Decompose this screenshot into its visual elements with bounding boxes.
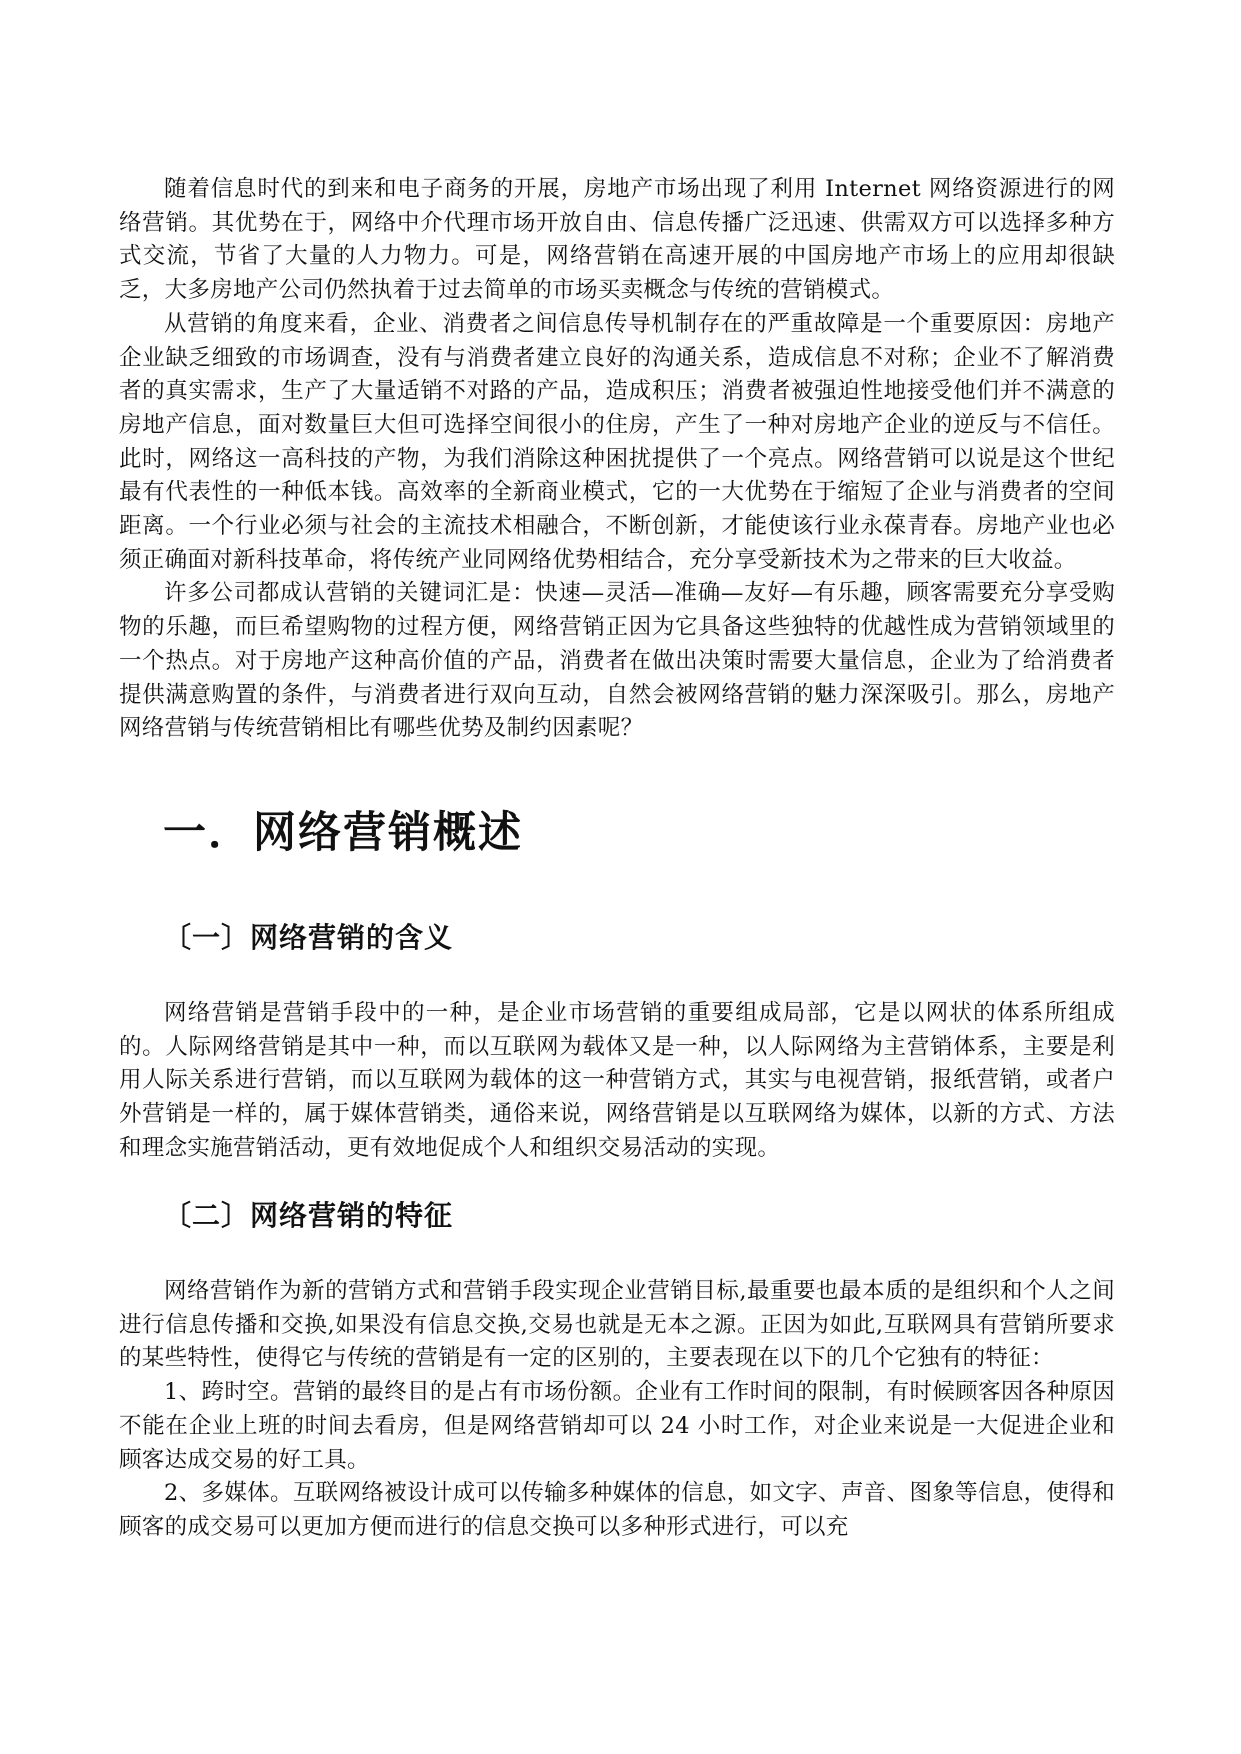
meaning-section: [119, 997, 1115, 1166]
meaning-paragraph-1: 网络营销是营销手段中的一种，是企业市场营销的重要组成局部，它是以网状的体系所组成的。人际网络营销是其中一种，而以互联网为载体又是一种，以人际网络为主营销体系，主要是利用人际关系进行营销，而以互联网为载体的这一种营销方式，其实与电视营销，报纸营销，或者户外营销是一样的，属于媒体营销类，通俗来说，网络营销是以互联网络为媒体，以新的方式、方法和理念实施营销活动，更有效地促成个人和组织交易活动的实现。: [119, 1000, 1115, 1161]
features-section: [119, 1275, 1115, 1545]
intro-paragraph-3: 许多公司都成认营销的关键词汇是：快速—灵活—准确—友好—有乐趣，顾客需要充分享受购物的乐趣，而巨希望购物的过程方便，网络营销正因为它具备这些独特的优越性成为营销领域里的一个热点。对于房地产这种高价值的产品，消费者在做出决策时需要大量信息，企业为了给消费者提供满意购置的条件，与消费者进行双向互动，自然会被网络营销的魅力深深吸引。那么，房地产网络营销与传统营销相比有哪些优势及制约因素呢？: [119, 580, 1115, 742]
section-heading-overview: 一．网络营销概述: [163, 808, 523, 858]
features-paragraph-3: 2、多媒体。互联网络被设计成可以传输多种媒体的信息，如文字、声音、图象等信息，使得和顾客的成交易可以更加方便而进行的信息交换可以多种形式进行，可以充: [119, 1480, 1115, 1540]
intro-paragraph-1: 随着信息时代的到来和电子商务的开展，房地产市场出现了利用 Internet 网络资源进行的网络营销。其优势在于，网络中介代理市场开放自由、信息传播广泛迅速、供需双方可以选择多种方式交流，节省了大量的人力物力。可是，网络营销在高速开展的中国房地产市场上的应用却很缺乏，大多房地产公司仍然执着于过去简单的市场买卖概念与传统的营销模式。: [119, 176, 1115, 304]
subsection-heading-features: 〔二〕网络营销的特征: [163, 1199, 454, 1232]
features-paragraph-1: 网络营销作为新的营销方式和营销手段实现企业营销目标,最重要也最本质的是组织和个人之间进行信息传播和交换,如果没有信息交换,交易也就是无本之源。正因为如此,互联网具有营销所要求的某些特性，使得它与传统的营销是有一定的区别的，主要表现在以下的几个它独有的特征：: [119, 1278, 1115, 1372]
intro-section: [119, 173, 1115, 746]
subsection-heading-meaning: 〔一〕网络营销的含义: [163, 921, 454, 954]
intro-paragraph-2: 从营销的角度来看，企业、消费者之间信息传导机制存在的严重故障是一个重要原因：房地产企业缺乏细致的市场调查，没有与消费者建立良好的沟通关系，造成信息不对称；企业不了解消费者的真实需求，生产了大量适销不对路的产品，造成积压；消费者被强迫性地接受他们并不满意的房地产信息，面对数量巨大但可选择空间很小的住房，产生了一种对房地产企业的逆反与不信任。此时，网络这一高科技的产物，为我们消除这种困扰提供了一个亮点。网络营销可以说是这个世纪最有代表性的一种低本钱。高效率的全新商业模式，它的一大优势在于缩短了企业与消费者的空间距离。一个行业必须与社会的主流技术相融合，不断创新，才能使该行业永葆青春。房地产业也必须正确面对新科技革命，将传统产业同网络优势相结合，充分享受新技术为之带来的巨大收益。: [119, 310, 1115, 573]
features-paragraph-2: 1、跨时空。营销的最终目的是占有市场份额。企业有工作时间的限制，有时候顾客因各种原因不能在企业上班的时间去看房，但是网络营销却可以 24 小时工作，对企业来说是一大促进企业和顾客达成交易的好工具。: [119, 1379, 1115, 1473]
